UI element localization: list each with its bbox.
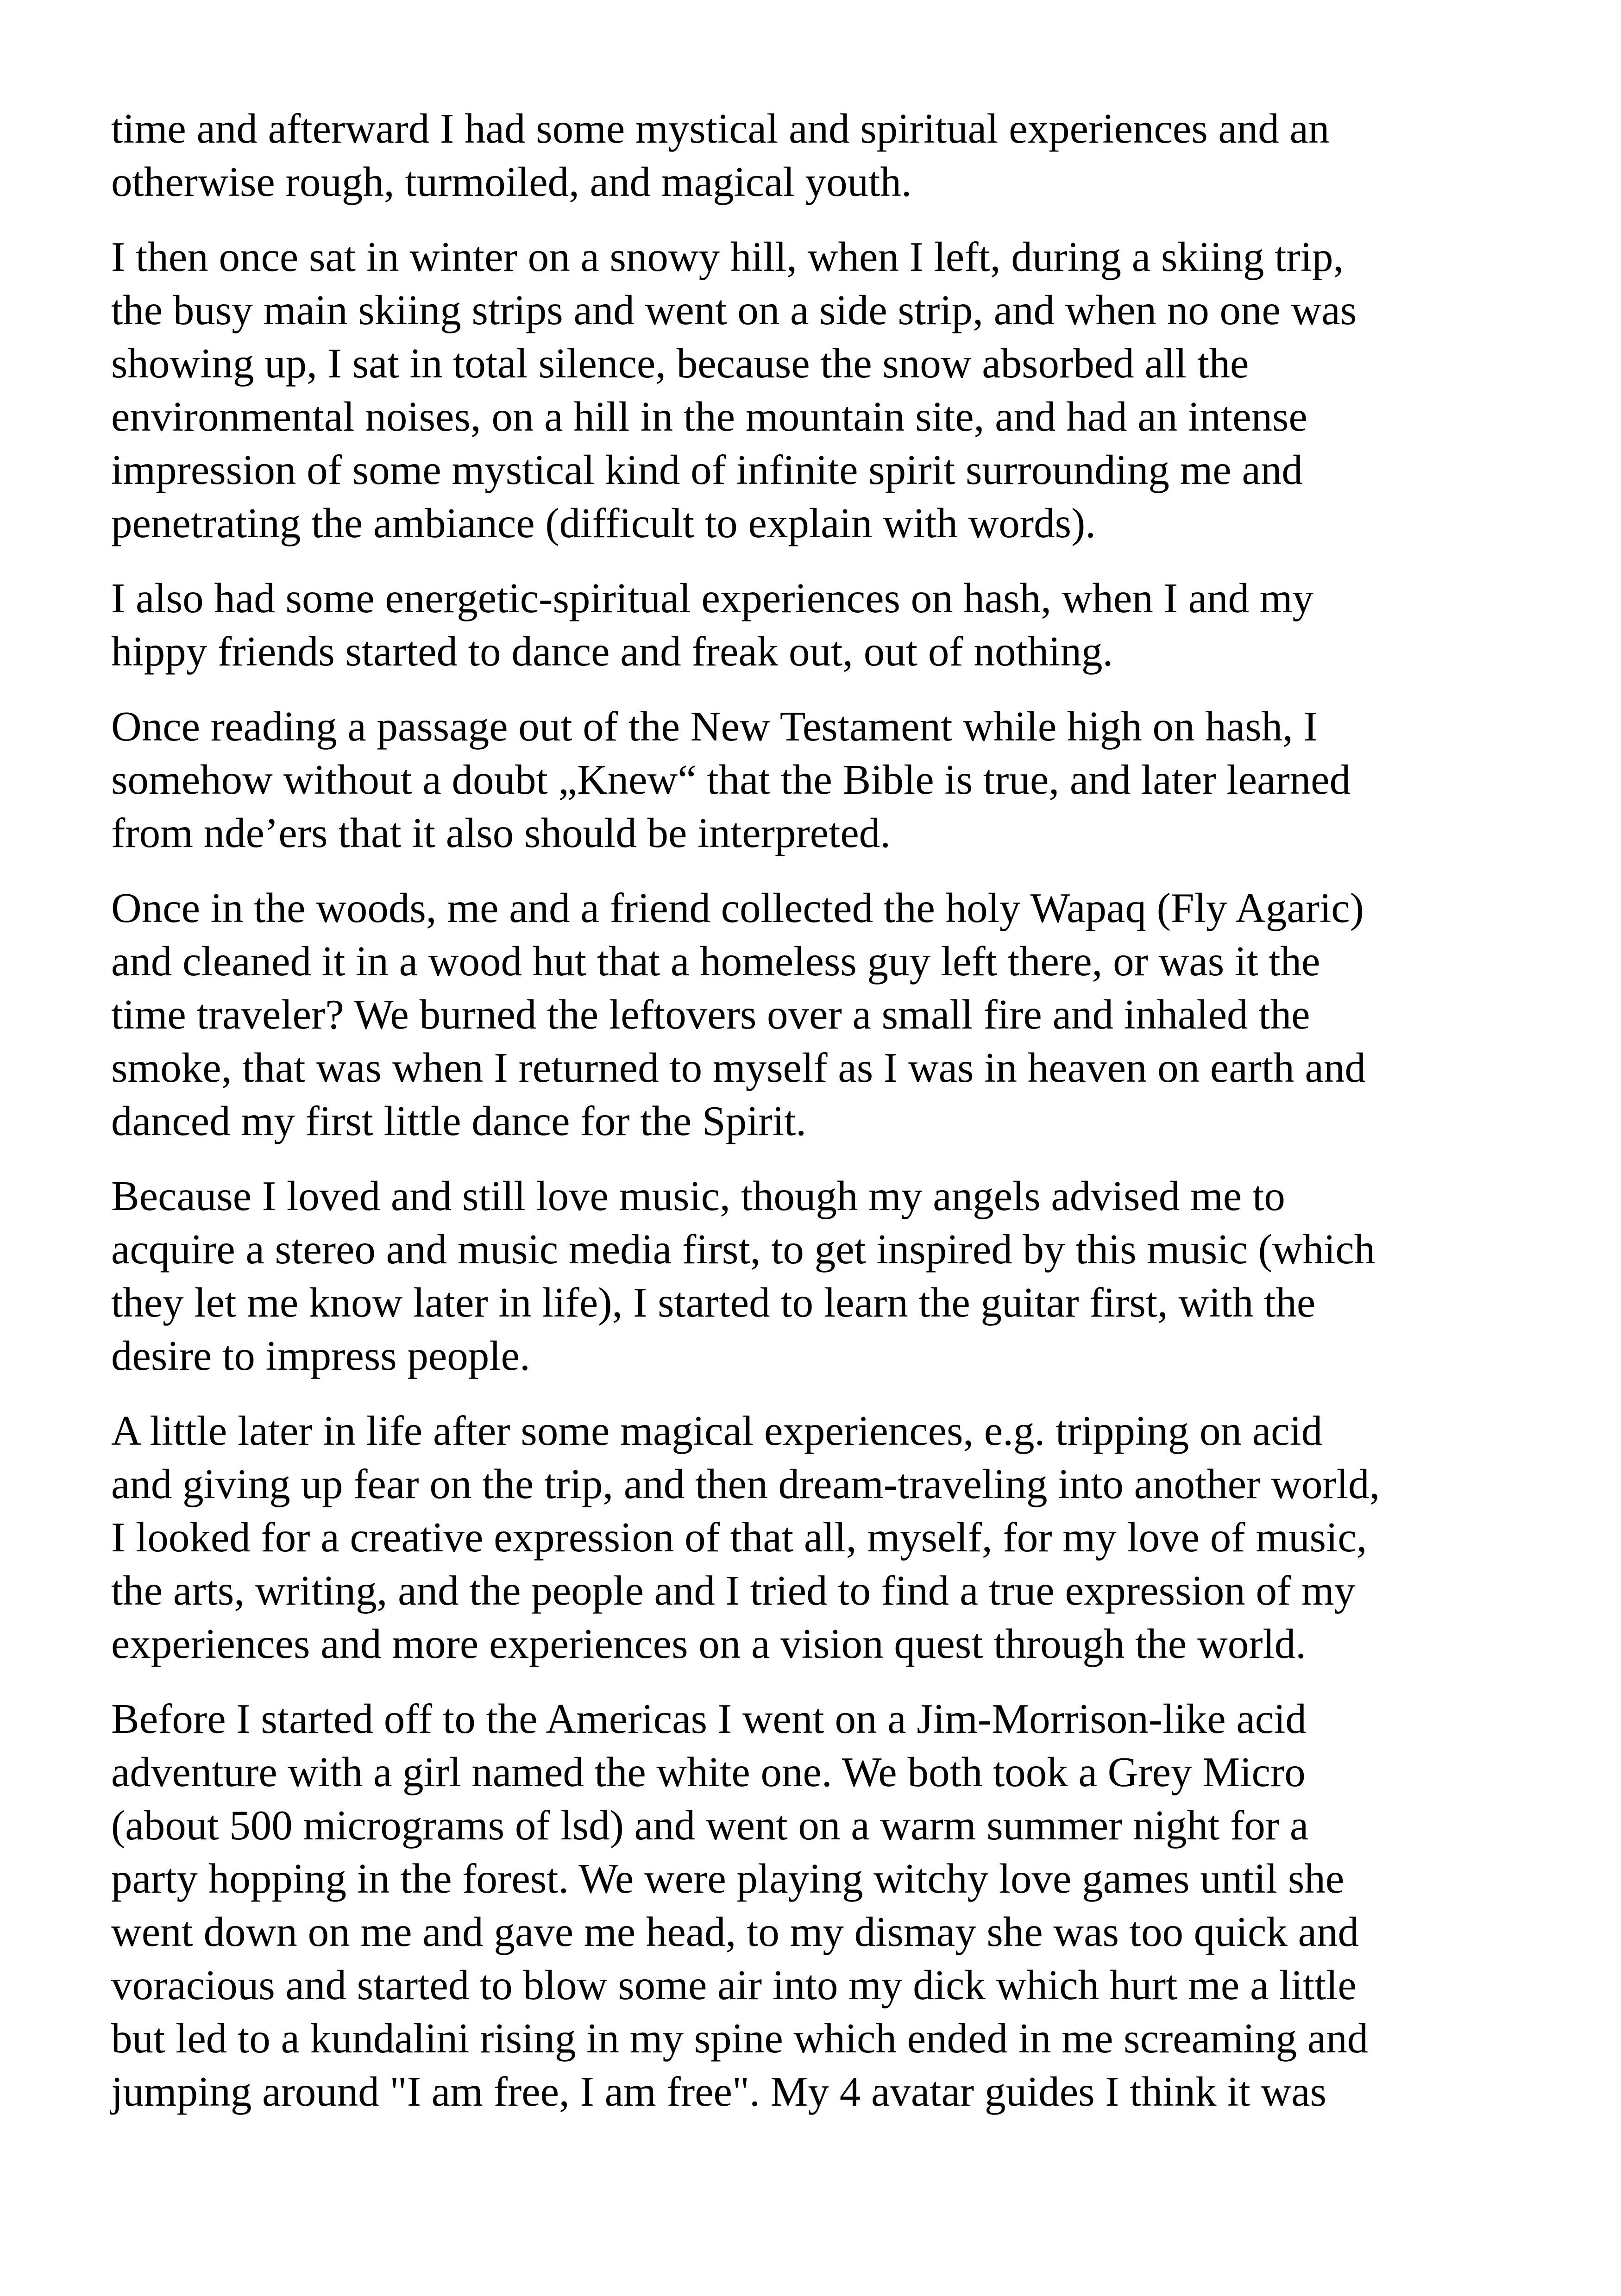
text-line: Before I started off to the Americas I went on a Jim-Morrison-like acid [111,1695,1307,1742]
text-line: Once in the woods, me and a friend collected the holy Wapaq (Fly Agaric) [111,885,1364,931]
text-line: they let me know later in life), I started to learn the guitar first, with the [111,1279,1316,1326]
text-line: and cleaned it in a wood hut that a homeless guy left there, or was it the [111,938,1320,985]
text-line: smoke, that was when I returned to myself as I was in heaven on earth and [111,1044,1366,1091]
text-line: desire to impress people. [111,1332,530,1379]
text-line: (about 500 micrograms of lsd) and went on a warm summer night for a [111,1802,1309,1849]
text-line: environmental noises, on a hill in the mountain site, and had an intense [111,393,1307,440]
text-line: jumping around "I am free, I am free". My 4 avatar guides I think it was [111,2068,1327,2115]
text-line: the busy main skiing strips and went on a side strip, and when no one was [111,287,1357,333]
text-line: from nde’ers that it also should be interpreted. [111,809,891,856]
text-line: I then once sat in winter on a snowy hill, when I left, during a skiing trip, [111,233,1344,280]
text-line: showing up, I sat in total silence, because the snow absorbed all the [111,340,1249,387]
text-line: I also had some energetic-spiritual experiences on hash, when I and my [111,575,1314,621]
paragraph-6 [111,1169,1524,1382]
text-line: penetrating the ambiance (difficult to explain with words). [111,500,1096,546]
paragraph-7 [111,1404,1524,1670]
text-line: I looked for a creative expression of that all, myself, for my love of music, [111,1514,1367,1561]
text-line: time traveler? We burned the leftovers over a small fire and inhaled the [111,991,1310,1038]
paragraph-1 [111,102,1524,208]
paragraph-8 [111,1692,1524,2118]
text-line: went down on me and gave me head, to my dismay she was too quick and [111,1908,1359,1955]
text-line: impression of some mystical kind of infinite spirit surrounding me and [111,446,1303,493]
text-line: hippy friends started to dance and freak out, out of nothing. [111,628,1113,675]
text-line: somehow without a doubt „Knew“ that the Bible is true, and later learned [111,756,1351,803]
document-page [111,102,1524,2140]
paragraph-4 [111,700,1524,859]
text-line: A little later in life after some magical experiences, e.g. tripping on acid [111,1407,1323,1454]
text-line: otherwise rough, turmoiled, and magical youth. [111,158,912,205]
text-line: danced my first little dance for the Spirit. [111,1098,807,1144]
text-line: experiences and more experiences on a vision quest through the world. [111,1620,1307,1667]
paragraph-2 [111,230,1524,550]
paragraph-5 [111,881,1524,1148]
text-line: time and afterward I had some mystical and spiritual experiences and an [111,105,1330,152]
text-line: and giving up fear on the trip, and then dream-traveling into another world, [111,1461,1380,1507]
text-line: but led to a kundalini rising in my spine which ended in me screaming and [111,2015,1369,2062]
text-line: acquire a stereo and music media first, to get inspired by this music (which [111,1226,1376,1273]
text-line: party hopping in the forest. We were playing witchy love games until she [111,1855,1345,1902]
text-line: voracious and started to blow some air into my dick which hurt me a little [111,1962,1357,2008]
text-line: Once reading a passage out of the New Testament while high on hash, I [111,703,1318,750]
paragraph-3 [111,571,1524,678]
text-line: Because I loved and still love music, though my angels advised me to [111,1173,1285,1219]
text-line: adventure with a girl named the white one. We both took a Grey Micro [111,1749,1306,1795]
text-line: the arts, writing, and the people and I tried to find a true expression of my [111,1567,1356,1614]
